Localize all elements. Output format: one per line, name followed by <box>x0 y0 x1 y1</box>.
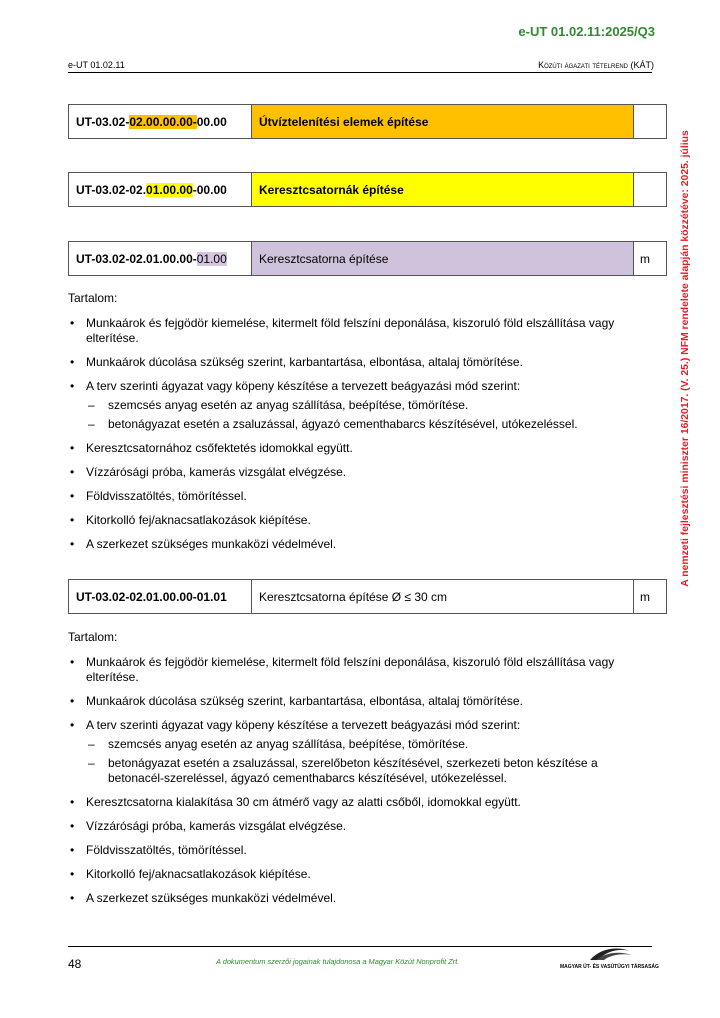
list-item-text: Munkaárok és fejgödör kiemelése, kitermelt föld felszíni deponálása, kiszoruló föld elszállítása vagy elterítése. <box>86 655 615 684</box>
sub-list-item <box>86 756 652 786</box>
item-name: Keresztcsatorna építése Ø ≤ 30 cm <box>252 580 634 613</box>
content-section-2 <box>68 630 652 915</box>
code-prefix: UT-03.02- <box>76 114 130 129</box>
list-item <box>68 489 652 504</box>
dash-icon: – <box>88 756 95 770</box>
sub-item-text: betonágyazat esetén a zsaluzással, ágyazó cementhabarcs készítésével, utókezeléssel. <box>108 417 578 431</box>
company-logo <box>560 944 659 970</box>
header-rule <box>68 72 652 73</box>
item-code <box>69 580 252 613</box>
list-item-text: Munkaárok és fejgödör kiemelése, kitermelt föld felszíni deponálása, kiszoruló föld elszállítása vagy elterítése. <box>86 316 615 345</box>
list-item <box>68 718 652 786</box>
bullet-icon: • <box>70 537 75 551</box>
list-item-text: Földvisszatöltés, tömörítéssel. <box>86 489 247 503</box>
item-code-row-3 <box>68 241 667 276</box>
dash-icon: – <box>88 417 95 431</box>
code-prefix: UT-03.02-02. <box>76 182 147 197</box>
bullet-icon: • <box>70 843 75 857</box>
content-list <box>68 655 652 906</box>
section-title: Tartalom: <box>68 291 118 305</box>
sub-item-text: szemcsés anyag esetén az anyag szállítása, beépítése, tömörítése. <box>108 398 469 412</box>
bullet-icon: • <box>70 379 75 393</box>
list-item <box>68 891 652 906</box>
bullet-icon: • <box>70 694 75 708</box>
list-item-text: A szerkezet szükséges munkaközi védelmével. <box>86 891 337 905</box>
bullet-icon: • <box>70 655 75 669</box>
bullet-icon: • <box>70 465 75 479</box>
list-item-text: Munkaárok dúcolása szükség szerint, karbantartása, elbontása, altalaj tömörítése. <box>86 355 523 369</box>
bullet-icon: • <box>70 489 75 503</box>
sub-list-item <box>86 417 652 432</box>
list-item-text: Földvisszatöltés, tömörítéssel. <box>86 843 247 857</box>
content-section-1 <box>68 291 652 561</box>
item-name: Útvíztelenítési elemek építése <box>252 105 634 138</box>
sub-list-item <box>86 737 652 752</box>
dash-icon: – <box>88 737 95 751</box>
bullet-icon: • <box>70 795 75 809</box>
sub-list <box>86 398 652 432</box>
list-item <box>68 355 652 370</box>
bullet-icon: • <box>70 441 75 455</box>
list-item-text: Kitorkolló fej/aknacsatlakozások kiépítése. <box>86 867 311 881</box>
sub-item-text: szemcsés anyag esetén az anyag szállítása, beépítése, tömörítése. <box>108 737 469 751</box>
bullet-icon: • <box>70 513 75 527</box>
side-note-text: A nemzeti fejlesztési miniszter 16/2017. (V. 25.) NFM rendelete alapján közzétéve: 2025. július <box>679 129 691 587</box>
code-highlight: 02.00.00.00- <box>129 114 197 129</box>
section-title: Tartalom: <box>68 630 118 644</box>
item-unit <box>634 173 666 206</box>
item-unit: m <box>640 589 650 604</box>
list-item-text: A terv szerinti ágyazat vagy köpeny készítése a tervezett beágyazási mód szerint: <box>86 379 521 393</box>
document-code: e-UT 01.02.11:2025/Q3 <box>518 24 655 39</box>
page-number: 48 <box>68 957 82 971</box>
code-highlight: 01.00 <box>196 251 227 266</box>
list-item <box>68 795 652 810</box>
list-item-text: Vízzárósági próba, kamerás vizsgálat elvégzése. <box>86 465 347 479</box>
bullet-icon: • <box>70 867 75 881</box>
list-item <box>68 465 652 480</box>
list-item-text: Vízzárósági próba, kamerás vizsgálat elvégzése. <box>86 819 347 833</box>
list-item <box>68 441 652 456</box>
bullet-icon: • <box>70 718 75 732</box>
item-code-row-2 <box>68 172 667 207</box>
side-publication-note <box>673 90 697 626</box>
list-item <box>68 513 652 528</box>
item-code <box>69 242 252 275</box>
item-unit <box>634 105 666 138</box>
content-list <box>68 316 652 552</box>
logo-swoosh-icon <box>560 944 655 962</box>
code-suffix: -00.00 <box>192 182 227 197</box>
header-right: Közúti ágazati tételrend (KÁT) <box>538 60 654 70</box>
list-item <box>68 537 652 552</box>
sub-item-text: betonágyazat esetén a zsaluzással, szerelőbeton készítésével, szerkezeti beton készítése a betonacél-szereléssel, ágyazó cementhabarcs készítésével, utókezeléssel. <box>108 756 598 785</box>
item-code <box>69 105 252 138</box>
item-name: Keresztcsatorna építése <box>252 242 634 275</box>
list-item-text: A szerkezet szükséges munkaközi védelmével. <box>86 537 337 551</box>
bullet-icon: • <box>70 891 75 905</box>
header-left: e-UT 01.02.11 <box>68 60 125 70</box>
list-item-text: A terv szerinti ágyazat vagy köpeny készítése a tervezett beágyazási mód szerint: <box>86 718 521 732</box>
code-suffix: 00.00 <box>196 114 227 129</box>
list-item <box>68 867 652 882</box>
list-item-text: Keresztcsatornához csőfektetés idomokkal együtt. <box>86 441 353 455</box>
sub-list-item <box>86 398 652 413</box>
code-highlight: 01.00.00 <box>146 182 193 197</box>
code-prefix: UT-03.02-02.01.00.00- <box>76 251 197 266</box>
sub-list <box>86 737 652 786</box>
list-item <box>68 843 652 858</box>
list-item <box>68 819 652 834</box>
bullet-icon: • <box>70 355 75 369</box>
bullet-icon: • <box>70 819 75 833</box>
list-item-text: Keresztcsatorna kialakítása 30 cm átmérő vagy az alatti csőből, idomokkal együtt. <box>86 795 521 809</box>
list-item-text: Munkaárok dúcolása szükség szerint, karbantartása, elbontása, altalaj tömörítése. <box>86 694 523 708</box>
item-code-row-4 <box>68 579 667 614</box>
code-prefix: UT-03.02-02.01.00.00-01.01 <box>76 589 227 604</box>
item-name: Keresztcsatornák építése <box>252 173 634 206</box>
dash-icon: – <box>88 398 95 412</box>
footer-copyright: A dokumentum szerzői jogainak tulajdonosa a Magyar Közút Nonprofit Zrt. <box>216 957 460 966</box>
logo-text: MAGYAR ÚT- ÉS VASÚTÜGYI TÁRSASÁG <box>560 964 659 970</box>
list-item <box>68 379 652 432</box>
item-code <box>69 173 252 206</box>
list-item <box>68 655 652 685</box>
list-item <box>68 694 652 709</box>
list-item <box>68 316 652 346</box>
item-unit: m <box>640 251 650 266</box>
item-code-row-1 <box>68 104 667 139</box>
bullet-icon: • <box>70 316 75 330</box>
list-item-text: Kitorkolló fej/aknacsatlakozások kiépítése. <box>86 513 311 527</box>
